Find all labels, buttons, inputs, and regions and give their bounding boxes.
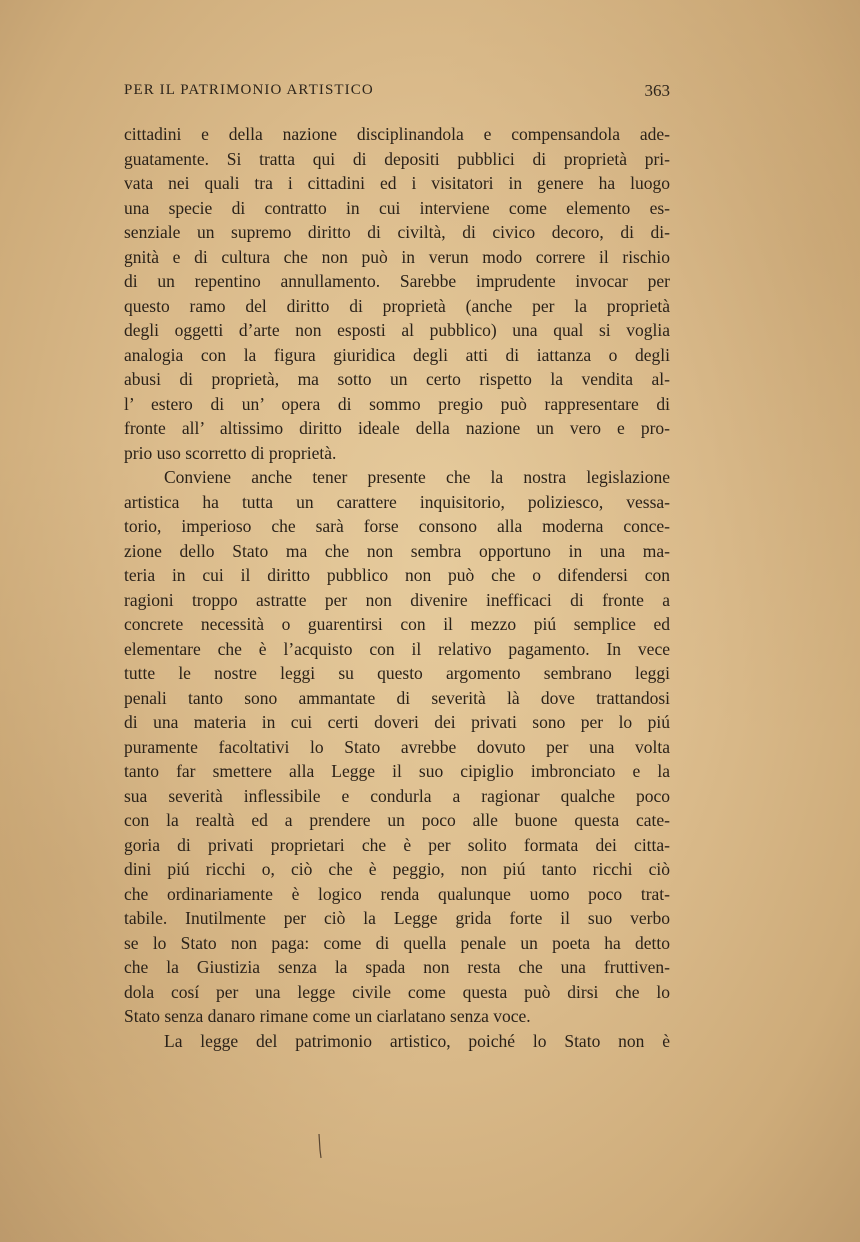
text-line: sua severità inflessibile e condurla a ragionar qualche poco xyxy=(124,785,670,806)
running-head xyxy=(124,82,670,102)
body-text xyxy=(124,122,670,1053)
text-line: cittadini e della nazione disciplinandola e compensandola ade- xyxy=(124,124,670,144)
text-line: gnità e di cultura che non può in verun modo correre il rischio xyxy=(124,246,670,267)
text-line: dola cosí per una legge civile come questa può dirsi che lo xyxy=(124,981,670,1002)
text-line: torio, imperioso che sarà forse consono alla moderna conce- xyxy=(124,516,670,536)
text-line: artistica ha tutta un carattere inquisitorio, poliziesco, vessa- xyxy=(124,491,670,512)
text-line: tutte le nostre leggi su questo argomento sembrano leggi xyxy=(124,663,670,683)
text-line: tanto far smettere alla Legge il suo cipiglio imbronciato e la xyxy=(124,761,670,781)
text-line: concrete necessità o guarentirsi con il mezzo piú semplice ed xyxy=(124,614,670,634)
text-line: penali tanto sono ammantate di severità là dove trattandosi xyxy=(124,687,670,708)
ink-mark xyxy=(318,1134,322,1158)
text-line: ragioni troppo astratte per non divenire inefficaci di fronte a xyxy=(124,589,670,610)
text-line: Stato senza danaro rimane come un ciarlatano senza voce. xyxy=(124,1006,531,1026)
paragraph-start-line: Conviene anche tener presente che la nostra legislazione xyxy=(164,467,670,487)
text-line: degli oggetti d’arte non esposti al pubblico) una qual si voglia xyxy=(124,320,670,340)
text-line: una specie di contratto in cui interviene come elemento es- xyxy=(124,197,670,218)
text-line: vata nei quali tra i cittadini ed i visitatori in genere ha luogo xyxy=(124,173,670,193)
text-line: di un repentino annullamento. Sarebbe imprudente invocar per xyxy=(124,271,670,291)
text-line: abusi di proprietà, ma sotto un certo rispetto la vendita al- xyxy=(124,369,670,389)
text-line: elementare che è l’acquisto con il relativo pagamento. In vece xyxy=(124,638,670,659)
text-line: fronte all’ altissimo diritto ideale della nazione un vero e pro- xyxy=(124,418,670,438)
text-line: questo ramo del diritto di proprietà (anche per la proprietà xyxy=(124,295,670,316)
text-line: senziale un supremo diritto di civiltà, di civico decoro, di di- xyxy=(124,222,670,242)
paragraph-start-line: La legge del patrimonio artistico, poiché lo Stato non è xyxy=(164,1030,670,1051)
text-line: goria di privati proprietari che è per solito formata dei citta- xyxy=(124,834,670,855)
text-line: puramente facoltativi lo Stato avrebbe dovuto per una volta xyxy=(124,736,670,757)
text-line: dini piú ricchi o, ciò che è peggio, non piú tanto ricchi ciò xyxy=(124,859,670,879)
text-line: prio uso scorretto di proprietà. xyxy=(124,442,337,463)
text-line: guatamente. Si tratta qui di depositi pubblici di proprietà pri- xyxy=(124,148,670,169)
text-line: di una materia in cui certi doveri dei privati sono per lo piú xyxy=(124,712,670,732)
text-line: se lo Stato non paga: come di quella penale un poeta ha detto xyxy=(124,932,670,953)
page-number: 363 xyxy=(644,81,670,100)
text-line: che la Giustizia senza la spada non resta che una fruttiven- xyxy=(124,957,670,977)
text-line: teria in cui il diritto pubblico non può che o difendersi con xyxy=(124,565,670,585)
text-line: analogia con la figura giuridica degli atti di iattanza o degli xyxy=(124,344,670,365)
text-line: tabile. Inutilmente per ciò la Legge grida forte il suo verbo xyxy=(124,908,670,928)
text-line: zione dello Stato ma che non sembra opportuno in una ma- xyxy=(124,540,670,561)
text-line: l’ estero di un’ opera di sommo pregio può rappresentare di xyxy=(124,393,670,414)
running-title: PER IL PATRIMONIO ARTISTICO xyxy=(124,82,374,98)
text-line: con la realtà ed a prendere un poco alle buone questa cate- xyxy=(124,810,670,830)
text-line: che ordinariamente è logico renda qualunque uomo poco trat- xyxy=(124,883,670,904)
